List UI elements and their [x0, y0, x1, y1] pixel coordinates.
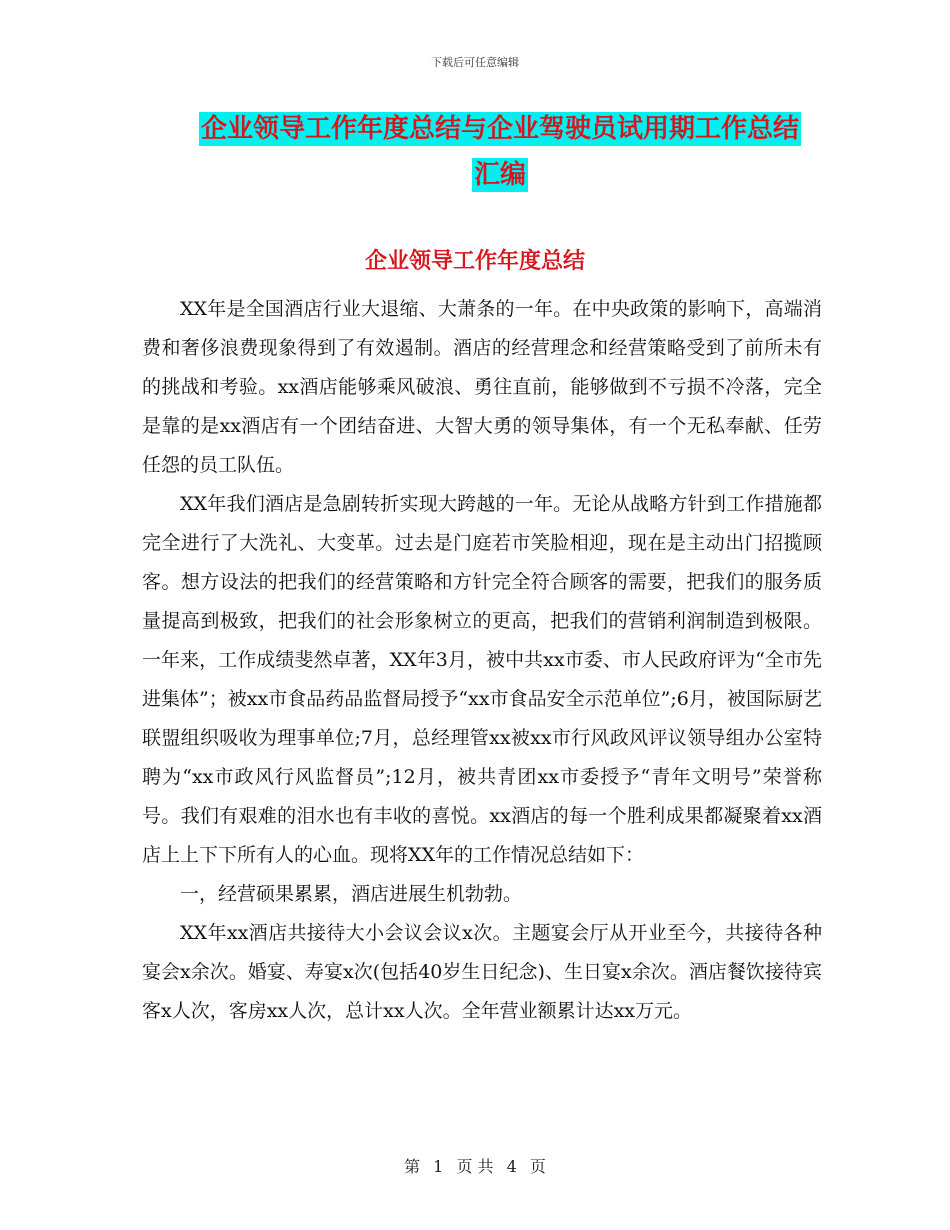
total-pages: 4 — [506, 1157, 517, 1176]
document-title-line2: 汇编 — [473, 160, 526, 190]
page-number: 1 — [433, 1157, 444, 1176]
document-title-line1: 企业领导工作年度总结与企业驾驶员试用期工作总结 — [200, 114, 799, 144]
section-title: 企业领导工作年度总结 — [364, 249, 585, 274]
paragraph: XX年我们酒店是急剧转折实现大跨越的一年。无论从战略方针到工作措施都完全进行了大洗礼、大变革。过去是门庭若市笑脸相迎，现在是主动出门招揽顾客。想方设法的把我们的经营策略和方针完全符合顾客的需要，把我们的服务质量提高到极致，把我们的社会形象树立的更高，把我们的营销利润制造到极限。一年来，工作成绩斐然卓著，XX年3月，被中共xx市委、市人民政府评为“全市先进集体”；被xx市食品药品监督局授予“xx市食品安全示范单位”;6月，被国际厨艺联盟组织吸收为理事单位;7月，总经理管xx被xx市行风政风评议领导组办公室特聘为“xx市政风行风监督员”;12月，被共青团xx市委授予“青年文明号”荣誉称号。我们有艰难的泪水也有丰收的喜悦。xx酒店的每一个胜利成果都凝聚着xx酒店上上下下所有人的心血。现将XX年的工作情况总结如下： — [142, 493, 822, 866]
page-label-suffix: 页 — [529, 1157, 546, 1176]
paragraph: XX年xx酒店共接待大小会议会议x次。主题宴会厅从开业至今，共接待各种宴会x余次。婚宴、寿宴x次(包括40岁生日纪念)、生日宴x余次。酒店餐饮接待宾客x人次，客房xx人次，总计xx人次。全年营业额累计达xx万元。 — [142, 922, 822, 1022]
page-label-prefix: 第 — [404, 1157, 421, 1176]
page-footer — [0, 1154, 950, 1177]
paragraph: 一，经营硕果累累，酒店进展生机勃勃。 — [180, 883, 523, 905]
document-body — [142, 290, 822, 1031]
page-label-middle: 页 共 — [456, 1157, 494, 1176]
header-note: 下载后可任意编辑 — [431, 56, 519, 69]
paragraph: XX年是全国酒店行业大退缩、大萧条的一年。在中央政策的影响下，高端消费和奢侈浪费现象得到了有效遏制。酒店的经营理念和经营策略受到了前所未有的挑战和考验。xx酒店能够乘风破浪、勇往直前，能够做到不亏损不冷落，完全是靠的是xx酒店有一个团结奋进、大智大勇的领导集体，有一个无私奉献、任劳任怨的员工队伍。 — [142, 298, 822, 476]
document-title — [150, 106, 850, 198]
